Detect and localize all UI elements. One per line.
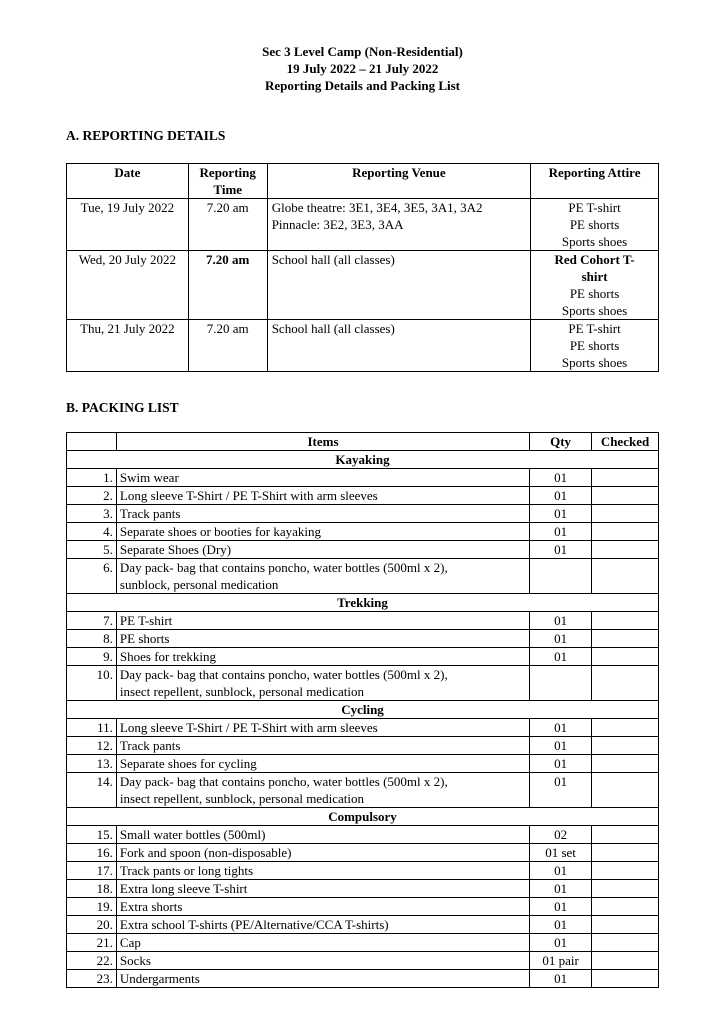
- item-number: 1.: [67, 469, 117, 487]
- item-name: Undergarments: [116, 970, 529, 988]
- item-qty: 01: [530, 773, 592, 808]
- item-number: 9.: [67, 648, 117, 666]
- item-qty: 01 set: [530, 844, 592, 862]
- header-checked: Checked: [592, 433, 659, 451]
- item-name: Separate shoes for cycling: [116, 755, 529, 773]
- attire-cell: PE T-shirt PE shorts Sports shoes: [531, 199, 659, 251]
- checked-cell[interactable]: [592, 916, 659, 934]
- item-number: 5.: [67, 541, 117, 559]
- packing-list-table: [66, 432, 659, 988]
- header-reporting-venue: Reporting Venue: [267, 164, 530, 199]
- item-name: Socks: [116, 952, 529, 970]
- table-row: [67, 199, 659, 251]
- item-name: Long sleeve T-Shirt / PE T-Shirt with arm sleeves: [116, 487, 529, 505]
- checked-cell[interactable]: [592, 737, 659, 755]
- table-row: [67, 826, 659, 844]
- header-number: [67, 433, 117, 451]
- title-line-2: 19 July 2022 – 21 July 2022: [286, 61, 439, 76]
- checked-cell[interactable]: [592, 826, 659, 844]
- category-cycling: Cycling: [67, 701, 659, 719]
- item-qty: 01: [530, 612, 592, 630]
- table-row: [67, 773, 659, 808]
- date-cell: Tue, 19 July 2022: [67, 199, 189, 251]
- item-number: 12.: [67, 737, 117, 755]
- item-number: 2.: [67, 487, 117, 505]
- item-qty: 01: [530, 648, 592, 666]
- checked-cell[interactable]: [592, 666, 659, 701]
- checked-cell[interactable]: [592, 559, 659, 594]
- item-number: 3.: [67, 505, 117, 523]
- reporting-details-table: [66, 163, 659, 372]
- item-name: Day pack- bag that contains poncho, water bottles (500ml x 2), insect repellent, sunblock, personal medication: [116, 773, 529, 808]
- table-header-row: [67, 433, 659, 451]
- item-number: 16.: [67, 844, 117, 862]
- item-qty: 01: [530, 880, 592, 898]
- attire-cell: Red Cohort T- shirt PE shorts Sports shoes: [531, 251, 659, 320]
- item-number: 19.: [67, 898, 117, 916]
- item-qty: 01: [530, 934, 592, 952]
- item-name: Extra school T-shirts (PE/Alternative/CCA T-shirts): [116, 916, 529, 934]
- header-date: Date: [67, 164, 189, 199]
- table-row: [67, 469, 659, 487]
- item-name: Track pants: [116, 505, 529, 523]
- checked-cell[interactable]: [592, 469, 659, 487]
- item-number: 23.: [67, 970, 117, 988]
- table-row: [67, 648, 659, 666]
- checked-cell[interactable]: [592, 523, 659, 541]
- item-qty: 01: [530, 916, 592, 934]
- item-qty: 02: [530, 826, 592, 844]
- table-row: [67, 559, 659, 594]
- reporting-details-heading: A. REPORTING DETAILS: [66, 128, 226, 143]
- checked-cell[interactable]: [592, 648, 659, 666]
- header-items: Items: [116, 433, 529, 451]
- table-row: [67, 505, 659, 523]
- checked-cell[interactable]: [592, 952, 659, 970]
- table-row: [67, 952, 659, 970]
- item-qty: 01: [530, 505, 592, 523]
- table-row: [67, 719, 659, 737]
- header-reporting-time: Reporting Time: [188, 164, 267, 199]
- item-name: Separate Shoes (Dry): [116, 541, 529, 559]
- checked-cell[interactable]: [592, 844, 659, 862]
- item-qty: 01: [530, 630, 592, 648]
- checked-cell[interactable]: [592, 862, 659, 880]
- attire-cell: PE T-shirt PE shorts Sports shoes: [531, 320, 659, 372]
- item-qty: 01: [530, 898, 592, 916]
- item-number: 13.: [67, 755, 117, 773]
- item-number: 4.: [67, 523, 117, 541]
- category-kayaking: Kayaking: [67, 451, 659, 469]
- item-number: 14.: [67, 773, 117, 808]
- item-number: 21.: [67, 934, 117, 952]
- item-name: Long sleeve T-Shirt / PE T-Shirt with arm sleeves: [116, 719, 529, 737]
- checked-cell[interactable]: [592, 505, 659, 523]
- date-cell: Thu, 21 July 2022: [67, 320, 189, 372]
- venue-cell: Globe theatre: 3E1, 3E4, 3E5, 3A1, 3A2 Pinnacle: 3E2, 3E3, 3AA: [267, 199, 530, 251]
- document-title: [0, 43, 725, 94]
- checked-cell[interactable]: [592, 612, 659, 630]
- table-header-row: [67, 164, 659, 199]
- item-qty: 01: [530, 862, 592, 880]
- item-qty: 01: [530, 469, 592, 487]
- table-row: [67, 251, 659, 320]
- table-row: [67, 630, 659, 648]
- category-trekking: Trekking: [67, 594, 659, 612]
- header-reporting-attire: Reporting Attire: [531, 164, 659, 199]
- item-name: Small water bottles (500ml): [116, 826, 529, 844]
- item-qty: 01: [530, 541, 592, 559]
- item-name: Extra shorts: [116, 898, 529, 916]
- item-name: Cap: [116, 934, 529, 952]
- checked-cell[interactable]: [592, 630, 659, 648]
- item-number: 6.: [67, 559, 117, 594]
- item-number: 18.: [67, 880, 117, 898]
- title-line-3: Reporting Details and Packing List: [264, 78, 460, 93]
- item-qty: [530, 559, 592, 594]
- item-number: 22.: [67, 952, 117, 970]
- item-number: 11.: [67, 719, 117, 737]
- header-qty: Qty: [530, 433, 592, 451]
- table-row: [67, 755, 659, 773]
- item-name: Shoes for trekking: [116, 648, 529, 666]
- checked-cell[interactable]: [592, 898, 659, 916]
- item-name: Separate shoes or booties for kayaking: [116, 523, 529, 541]
- checked-cell[interactable]: [592, 487, 659, 505]
- table-row: [67, 612, 659, 630]
- item-qty: 01 pair: [530, 952, 592, 970]
- item-qty: 01: [530, 737, 592, 755]
- time-cell: 7.20 am: [188, 251, 267, 320]
- item-number: 15.: [67, 826, 117, 844]
- table-row: [67, 862, 659, 880]
- category-compulsory: Compulsory: [67, 808, 659, 826]
- checked-cell[interactable]: [592, 773, 659, 808]
- checked-cell[interactable]: [592, 755, 659, 773]
- item-number: 20.: [67, 916, 117, 934]
- item-name: PE T-shirt: [116, 612, 529, 630]
- checked-cell[interactable]: [592, 541, 659, 559]
- table-row: [67, 320, 659, 372]
- table-row: [67, 880, 659, 898]
- item-name: Track pants: [116, 737, 529, 755]
- item-qty: 01: [530, 970, 592, 988]
- item-number: 10.: [67, 666, 117, 701]
- checked-cell[interactable]: [592, 880, 659, 898]
- item-number: 7.: [67, 612, 117, 630]
- checked-cell[interactable]: [592, 719, 659, 737]
- table-row: [67, 737, 659, 755]
- time-cell: 7.20 am: [188, 320, 267, 372]
- item-number: 8.: [67, 630, 117, 648]
- time-cell: 7.20 am: [188, 199, 267, 251]
- item-qty: 01: [530, 755, 592, 773]
- checked-cell[interactable]: [592, 970, 659, 988]
- item-name: Extra long sleeve T-shirt: [116, 880, 529, 898]
- venue-cell: School hall (all classes): [267, 320, 530, 372]
- table-row: [67, 970, 659, 988]
- table-row: [67, 934, 659, 952]
- table-row: [67, 916, 659, 934]
- title-line-1: Sec 3 Level Camp (Non-Residential): [262, 44, 463, 59]
- table-row: [67, 487, 659, 505]
- item-name: Day pack- bag that contains poncho, water bottles (500ml x 2), insect repellent, sunblock, personal medication: [116, 666, 529, 701]
- item-number: 17.: [67, 862, 117, 880]
- table-row: [67, 898, 659, 916]
- item-qty: 01: [530, 523, 592, 541]
- venue-cell: School hall (all classes): [267, 251, 530, 320]
- table-row: [67, 523, 659, 541]
- checked-cell[interactable]: [592, 934, 659, 952]
- table-row: [67, 541, 659, 559]
- date-cell: Wed, 20 July 2022: [67, 251, 189, 320]
- item-name: Track pants or long tights: [116, 862, 529, 880]
- item-name: Day pack- bag that contains poncho, water bottles (500ml x 2), sunblock, personal medication: [116, 559, 529, 594]
- table-row: [67, 844, 659, 862]
- item-name: PE shorts: [116, 630, 529, 648]
- item-qty: 01: [530, 487, 592, 505]
- table-row: [67, 666, 659, 701]
- item-name: Swim wear: [116, 469, 529, 487]
- item-qty: 01: [530, 719, 592, 737]
- item-name: Fork and spoon (non-disposable): [116, 844, 529, 862]
- packing-list-heading: B. PACKING LIST: [66, 400, 179, 415]
- item-qty: [530, 666, 592, 701]
